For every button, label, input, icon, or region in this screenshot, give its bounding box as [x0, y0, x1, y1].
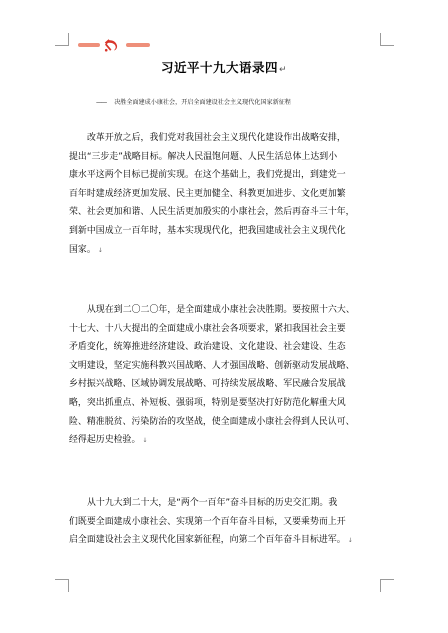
paragraph-line: 乡村振兴战略、区域协调发展战略、可持续发展战略、军民融合发展战 [69, 379, 346, 390]
paragraph-mark-icon: ↓ [97, 246, 103, 254]
paragraph-line: 们既要全面建成小康社会、实现第一个百年奋斗目标，又要乘势而上开 [69, 516, 346, 527]
paragraph-line: 百年时建成经济更加发展、民主更加健全、科教更加进步、文化更加繁 [69, 188, 346, 199]
crop-mark-bottom-right-v [380, 579, 381, 592]
paragraph-line: 荣、社会更加和谐、人民生活更加殷实的小康社会，然后再奋斗三十年， [69, 207, 355, 218]
paragraph-mark-icon: ↓ [347, 537, 353, 545]
document-title [0, 58, 448, 76]
paragraph-line: 十七大、十八大提出的全面建成小康社会各项要求，紧扣我国社会主要 [69, 323, 346, 334]
paragraph-line: 启全面建设社会主义现代化国家新征程，向第二个百年奋斗目标进军。 [69, 535, 346, 546]
paragraph-line: 矛盾变化，统筹推进经济建设、政治建设、文化建设、社会建设、生态 [69, 342, 346, 353]
crop-mark-top-left-v [68, 33, 69, 46]
party-emblem-icon [76, 38, 152, 52]
title-text: 习近平十九大语录四 [160, 60, 278, 75]
paragraph-line: 改革开放之后，我们党对我国社会主义现代化建设作出战略安排， [87, 133, 346, 143]
crop-mark-bottom-left-h [55, 579, 69, 580]
crop-mark-bottom-right-h [380, 579, 394, 580]
paragraph-line: 到新中国成立一百年时，基本实现现代化，把我国建成社会主义现代化 [69, 225, 346, 236]
paragraph-2 [69, 301, 387, 450]
return-mark-icon: ↵ [278, 65, 288, 75]
paragraph-mark-icon: ↓ [142, 437, 148, 445]
crop-mark-bottom-left-v [68, 579, 69, 592]
subtitle-text: 决胜全面建成小康社会，开启全面建设社会主义现代化国家新征程 [114, 99, 291, 106]
paragraph-line: 提出“三步走”战略目标。解决人民温饱问题、人民生活总体上达到小 [69, 151, 338, 162]
paragraph-line: 险、精准脱贫、污染防治的攻坚战，使全面建成小康社会得到人民认可、 [69, 416, 355, 427]
paragraph-line: 从十九大到二十大，是“两个一百年”奋斗目标的历史交汇期。我 [87, 498, 338, 508]
paragraph-line: 经得起历史检验。 [69, 435, 141, 446]
subtitle-dash: —— [96, 99, 107, 106]
paragraph-line: 从现在到二〇二〇年，是全面建成小康社会决胜期。要按照十六大、 [87, 305, 355, 315]
paragraph-line: 康水平这两个目标已提前实现。在这个基础上，我们党提出，到建党一 [69, 170, 346, 181]
document-subtitle [96, 97, 396, 106]
paragraph-1 [69, 129, 387, 259]
crop-mark-top-left-h [55, 45, 69, 46]
paragraph-line: 国家。 [69, 244, 96, 255]
paragraph-line: 略，突出抓重点、补短板、强弱项，特别是要坚决打好防范化解重大风 [69, 397, 346, 408]
crop-mark-top-right-h [380, 45, 394, 46]
paragraph-last-line [69, 531, 387, 550]
paragraph-line: 文明建设，坚定实施科教兴国战略、人才强国战略、创新驱动发展战略、 [69, 360, 355, 371]
crop-mark-top-right-v [380, 33, 381, 46]
paragraph-last-line [69, 241, 387, 260]
paragraph-3 [69, 494, 387, 550]
paragraph-last-line [69, 431, 387, 450]
